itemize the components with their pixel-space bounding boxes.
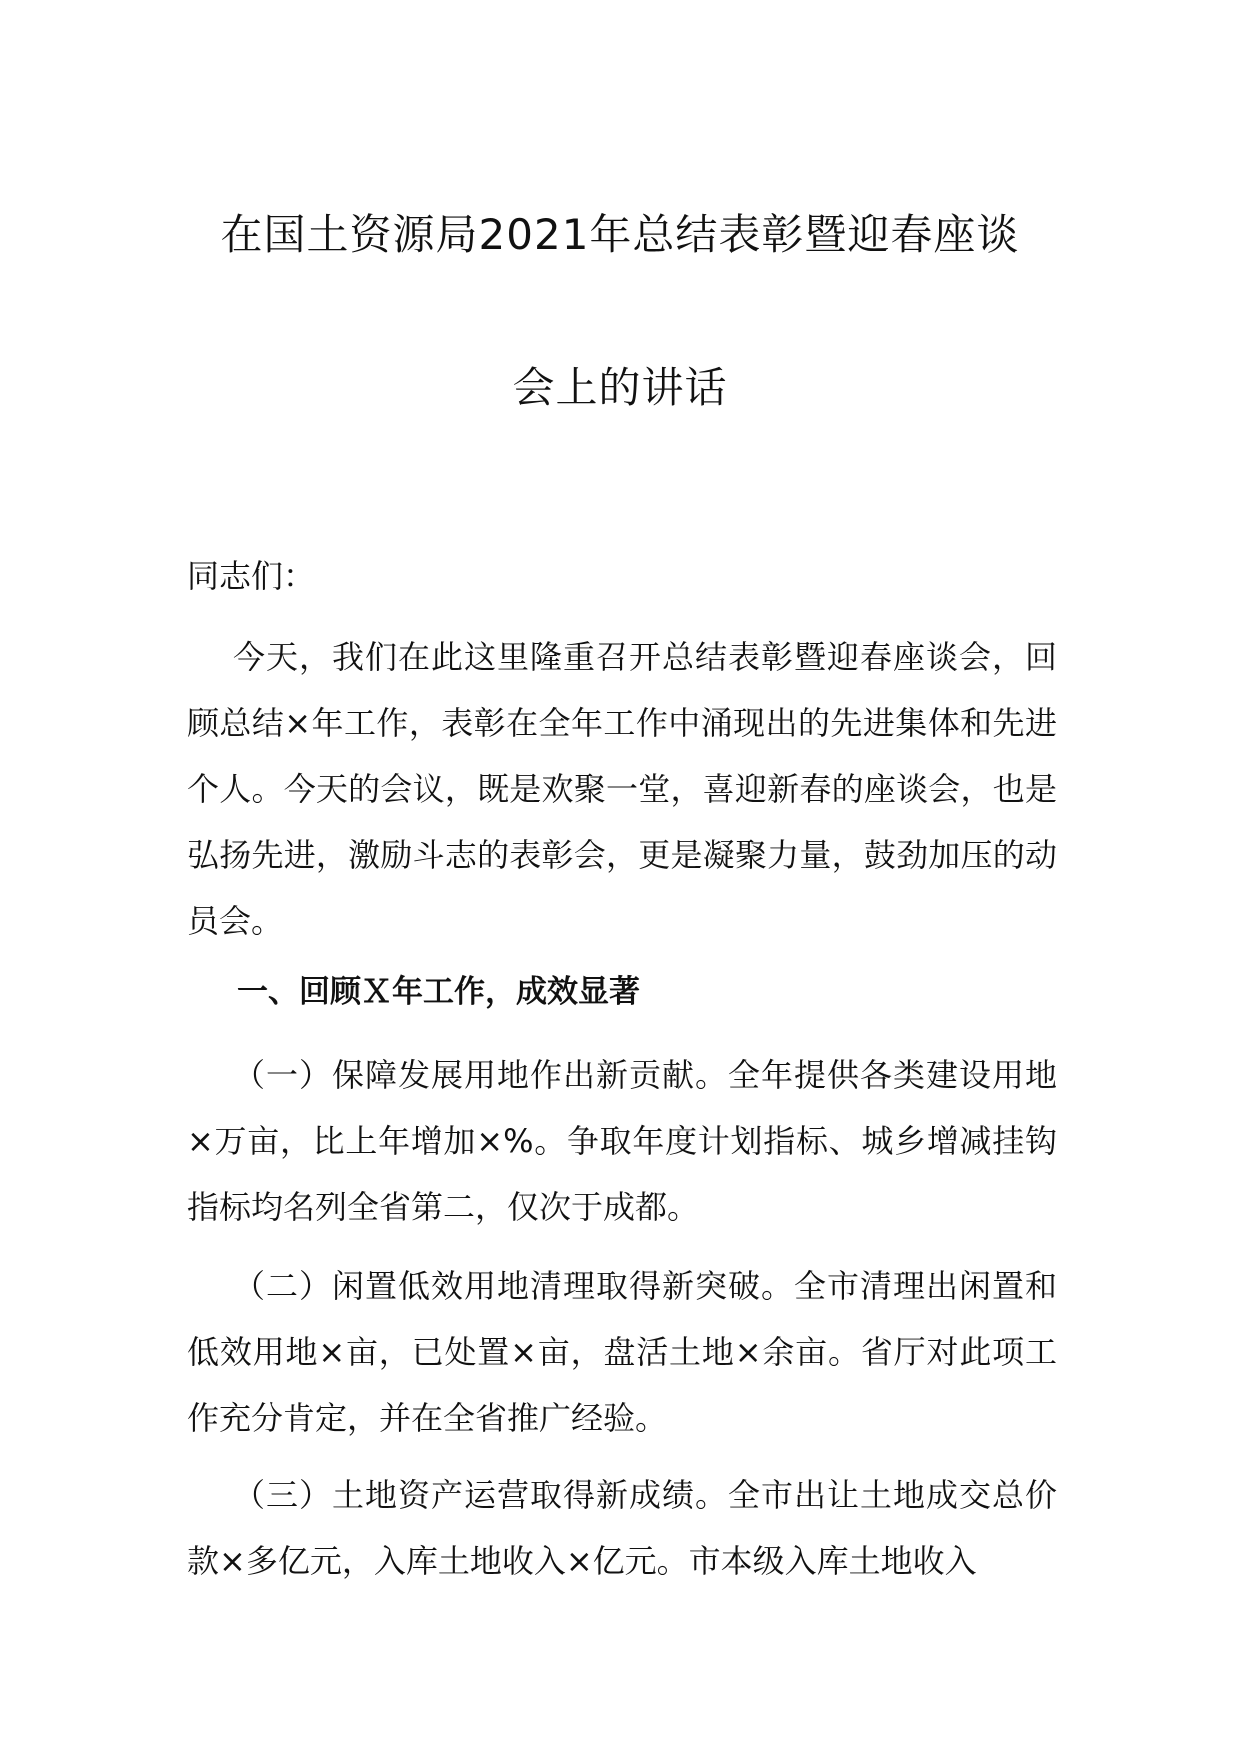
section-paragraph-2: （二）闲置低效用地清理取得新突破。全市清理出闲置和低效用地×亩，已处置×亩，盘活土地×余亩。省厅对此项工作充分肯定，并在全省推广经验。 bbox=[187, 1267, 1057, 1437]
section-paragraph-3: （三）土地资产运营取得新成绩。全市出让土地成交总价款×多亿元，入库土地收入×亿元。市本级入库土地收入 bbox=[187, 1476, 1057, 1580]
document-title-line-1: 在国土资源局2021年总结表彰暨迎春座谈 bbox=[220, 210, 1020, 259]
section-heading: 一、回顾Ｘ年工作，成效显著 bbox=[237, 974, 640, 1010]
section-paragraph-1: （一）保障发展用地作出新贡献。全年提供各类建设用地×万亩，比上年增加×%。争取年度计划指标、城乡增减挂钩指标均名列全省第二，仅次于成都。 bbox=[187, 1056, 1057, 1226]
document-title-line-2: 会上的讲话 bbox=[512, 363, 728, 412]
salutation: 同志们： bbox=[187, 557, 316, 595]
intro-paragraph: 今天，我们在此这里隆重召开总结表彰暨迎春座谈会，回顾总结×年工作，表彰在全年工作中涌现出的先进集体和先进个人。今天的会议，既是欢聚一堂，喜迎新春的座谈会，也是弘扬先进，激励斗志的表彰会，更是凝聚力量，鼓劲加压的动员会。 bbox=[187, 638, 1057, 940]
